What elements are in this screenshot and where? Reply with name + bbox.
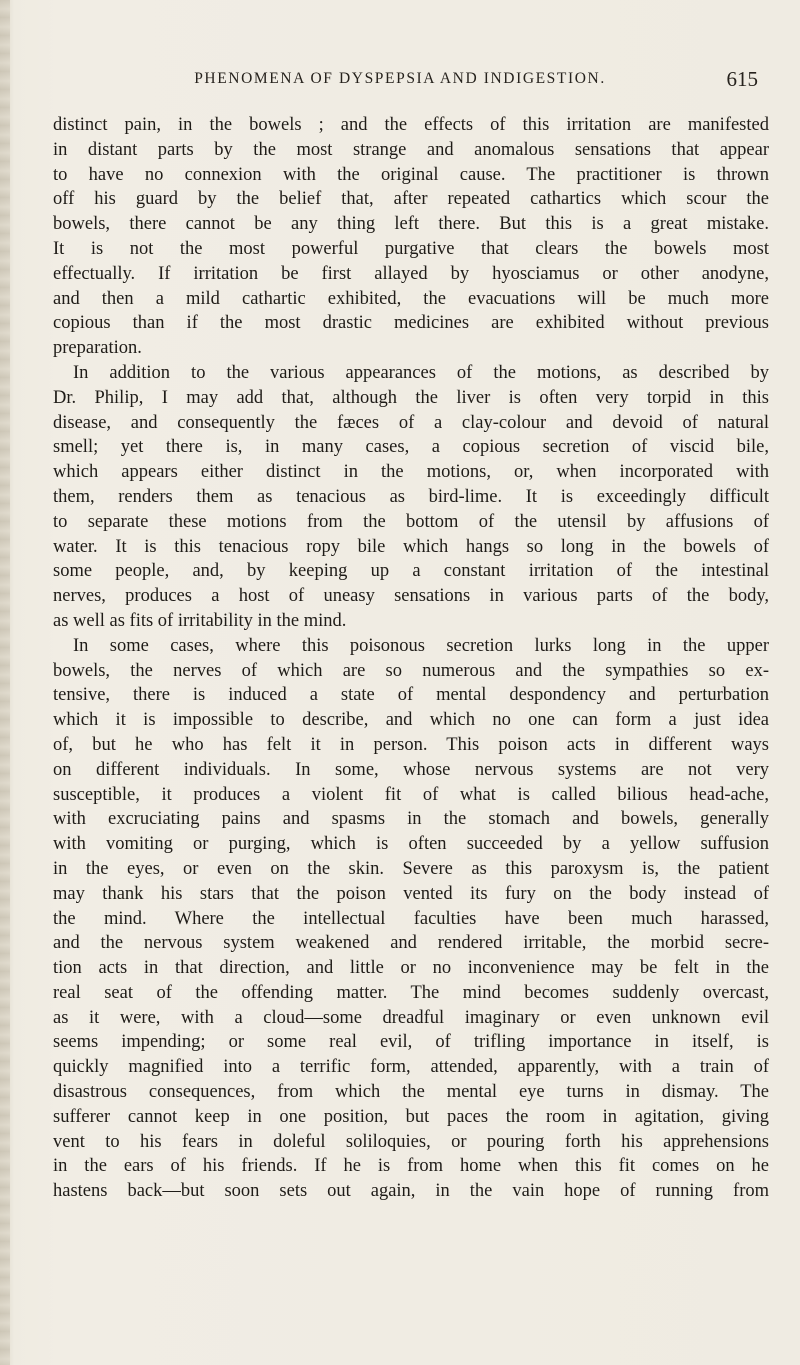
text-line: quickly magnified into a terrific form, attended, apparently, with a train of	[53, 1057, 769, 1078]
text-line: effectually. If irritation be first allayed by hyosciamus or other anodyne,	[53, 263, 769, 284]
paragraph-start-line: In addition to the various appearances of the motions, as described by	[73, 362, 769, 383]
text-line: with excruciating pains and spasms in the stomach and bowels, generally	[53, 809, 769, 830]
text-line: sufferer cannot keep in one position, but paces the room in agitation, giving	[53, 1106, 769, 1127]
text-line: of, but he who has felt it in person. This poison acts in different ways	[53, 734, 769, 755]
text-line: the mind. Where the intellectual faculties have been much harassed,	[53, 908, 769, 929]
text-line: disease, and consequently the fæces of a clay-colour and devoid of natural	[53, 412, 769, 433]
body-text	[53, 113, 769, 1204]
text-line: vent to his fears in doleful soliloquies, or pouring forth his apprehensions	[53, 1131, 769, 1152]
text-line: in distant parts by the most strange and anomalous sensations that appear	[53, 139, 769, 160]
text-line: which it is impossible to describe, and which no one can form a just idea	[53, 710, 769, 731]
text-line: nerves, produces a host of uneasy sensations in various parts of the body,	[53, 586, 769, 607]
text-line: seems impending; or some real evil, of trifling importance in itself, is	[53, 1032, 769, 1053]
text-line: Dr. Philip, I may add that, although the liver is often very torpid in this	[53, 387, 769, 408]
binding-edge	[0, 0, 10, 1365]
text-line: bowels, the nerves of which are so numerous and the sympathies so ex-	[53, 660, 769, 681]
text-line: tion acts in that direction, and little or no inconvenience may be felt in the	[53, 958, 769, 979]
text-line: which appears either distinct in the motions, or, when incorporated with	[53, 462, 769, 483]
text-line: in the ears of his friends. If he is from home when this fit comes on he	[53, 1156, 769, 1177]
text-line: may thank his stars that the poison vented its fury on the body instead of	[53, 883, 769, 904]
text-line: hastens back—but soon sets out again, in the vain hope of running from	[53, 1181, 769, 1202]
text-line: off his guard by the belief that, after repeated cathartics which scour the	[53, 189, 769, 210]
text-line: susceptible, it produces a violent fit of what is called bilious head-ache,	[53, 784, 769, 805]
running-head: PHENOMENA OF DYSPEPSIA AND INDIGESTION.	[194, 70, 606, 87]
text-line: some people, and, by keeping up a constant irritation of the intestinal	[53, 561, 769, 582]
text-line: in the eyes, or even on the skin. Severe as this paroxysm is, the patient	[53, 858, 769, 879]
text-line: and then a mild cathartic exhibited, the evacuations will be much more	[53, 288, 769, 309]
text-line: to have no connexion with the original cause. The practitioner is thrown	[53, 164, 769, 185]
text-line: tensive, there is induced a state of mental despondency and perturbation	[53, 685, 769, 706]
text-line: water. It is this tenacious ropy bile which hangs so long in the bowels of	[53, 536, 769, 557]
text-line: smell; yet there is, in many cases, a copious secretion of viscid bile,	[53, 437, 769, 458]
text-line: bowels, there cannot be any thing left there. But this is a great mistake.	[53, 214, 769, 235]
text-line: It is not the most powerful purgative that clears the bowels most	[53, 238, 769, 259]
page-header	[0, 67, 800, 96]
paragraph-start-line: In some cases, where this poisonous secretion lurks long in the upper	[73, 635, 769, 656]
text-line: with vomiting or purging, which is often succeeded by a yellow suffusion	[53, 834, 769, 855]
text-line: real seat of the offending matter. The mind becomes suddenly overcast,	[53, 982, 769, 1003]
text-line: distinct pain, in the bowels ; and the effects of this irritation are manifested	[53, 115, 769, 135]
text-line: copious than if the most drastic medicines are exhibited without previous	[53, 313, 769, 334]
page-number: 615	[726, 67, 758, 91]
text-line: to separate these motions from the bottom of the utensil by affusions of	[53, 511, 769, 532]
text-line: them, renders them as tenacious as bird-lime. It is exceedingly difficult	[53, 486, 769, 507]
text-line: disastrous consequences, from which the mental eye turns in dismay. The	[53, 1082, 769, 1103]
text-line: as it were, with a cloud—some dreadful imaginary or even unknown evil	[53, 1007, 769, 1028]
paragraph-end-line: preparation.	[53, 338, 142, 359]
text-line: on different individuals. In some, whose nervous systems are not very	[53, 759, 769, 780]
paragraph-end-line: as well as fits of irritability in the mind.	[53, 610, 347, 631]
text-line: and the nervous system weakened and rendered irritable, the morbid secre-	[53, 933, 769, 954]
